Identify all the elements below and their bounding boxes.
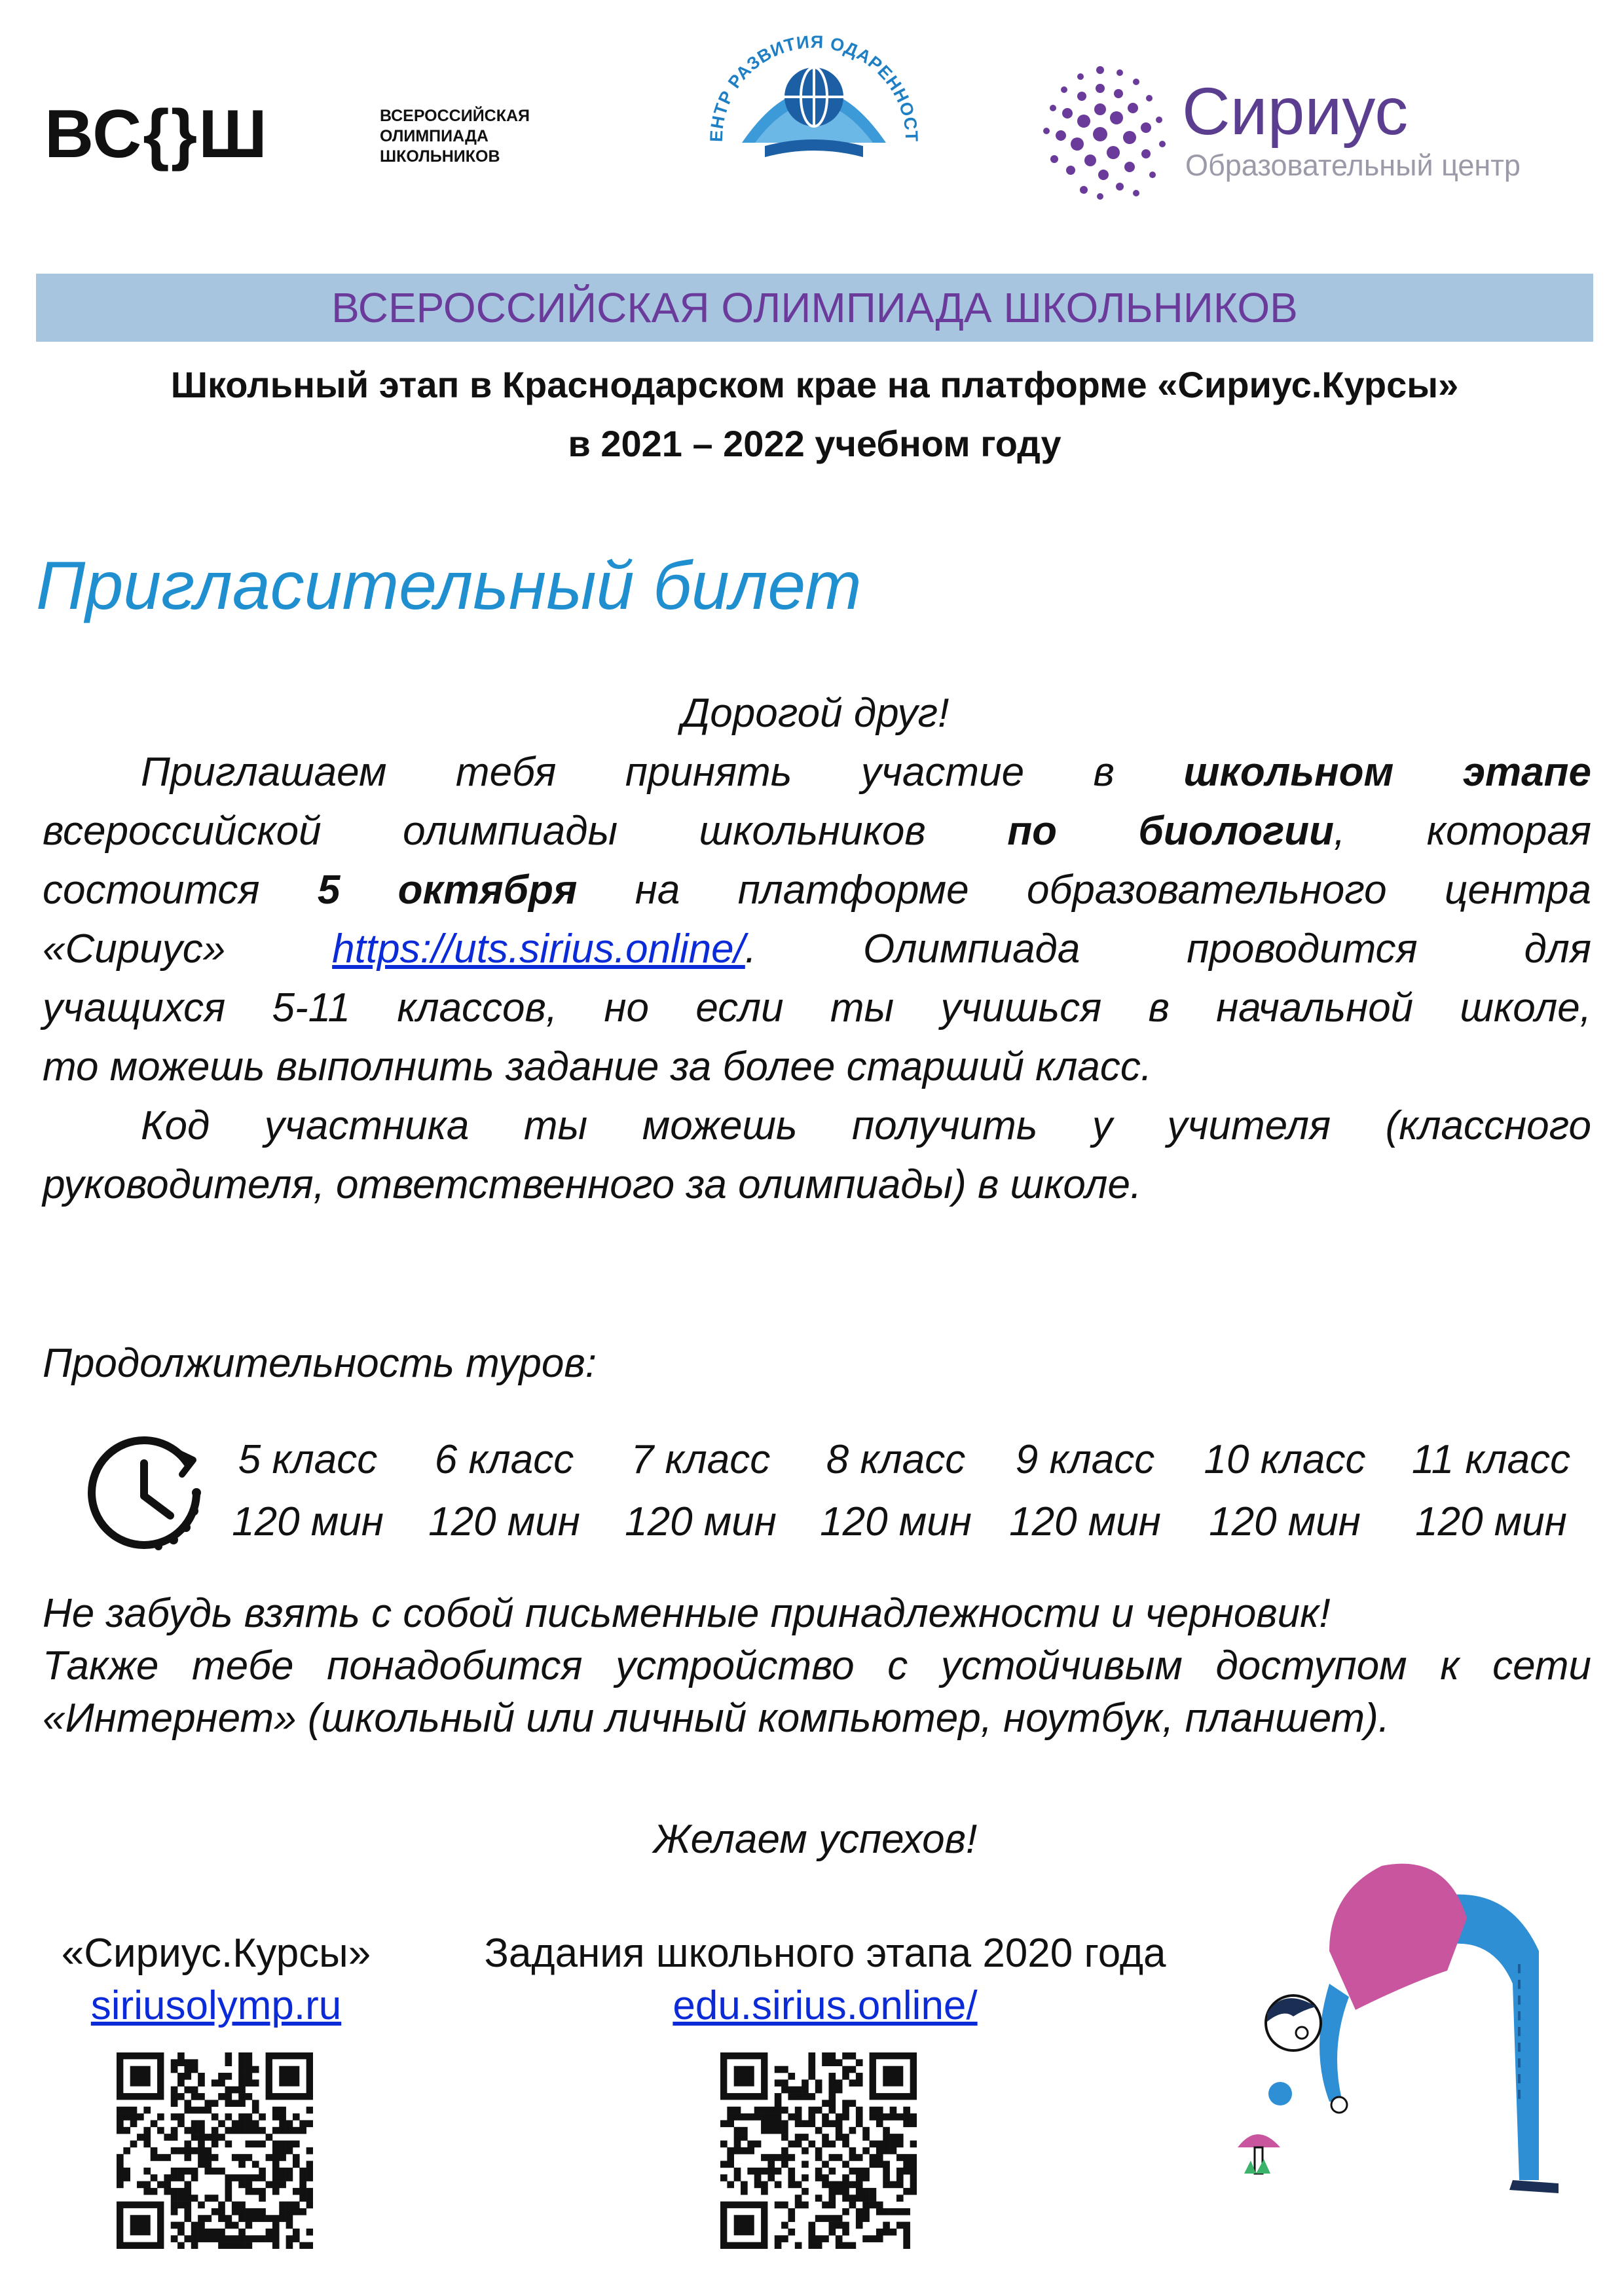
text-span: Приглашаем тебя принять участие в bbox=[141, 750, 1184, 795]
reminder-line: «Интернет» (школьный или личный компьютер, ноутбук, планшет). bbox=[43, 1696, 1390, 1741]
stage-emphasis: школьном этапе bbox=[1183, 750, 1591, 795]
grade-label: 11 класс bbox=[1411, 1437, 1571, 1482]
reminder-line: Не забудь взять с собой письменные принадлежности и черновик! bbox=[43, 1591, 1331, 1636]
vsosh-subtitle bbox=[380, 106, 576, 167]
paragraph-line bbox=[43, 743, 1591, 802]
date-emphasis: 5 октября bbox=[317, 867, 578, 913]
sirius-name: Сириус bbox=[1182, 74, 1409, 149]
text-span: . Олимпиада проводится для bbox=[745, 926, 1591, 972]
grade-time: 120 мин bbox=[1415, 1499, 1567, 1544]
vsosh-subtitle-line: ОЛИМПИАДА bbox=[380, 127, 489, 145]
paragraph-line bbox=[43, 861, 1591, 920]
grade-label: 5 класс bbox=[238, 1437, 378, 1482]
wish-text: Желаем успехов! bbox=[653, 1817, 978, 1862]
sirius-dots-icon bbox=[1035, 62, 1175, 206]
grade-label: 7 класс bbox=[631, 1437, 771, 1482]
text-span: на платформе образовательного центра bbox=[577, 867, 1591, 913]
subject-emphasis: по биологии bbox=[1007, 809, 1335, 854]
grade-time: 120 мин bbox=[625, 1499, 777, 1544]
platform-link[interactable]: https://uts.sirius.online/ bbox=[332, 926, 745, 972]
giftedness-center-logo bbox=[693, 12, 935, 169]
vsosh-logo bbox=[45, 98, 568, 170]
vsosh-wordmark: ВС{}Ш bbox=[45, 96, 268, 172]
qr-code-icon[interactable] bbox=[117, 2052, 313, 2249]
paragraph-line bbox=[43, 920, 1591, 979]
clock-timer-icon bbox=[79, 1427, 210, 1558]
globe-book-icon bbox=[693, 12, 935, 169]
paragraph-line: руководителя, ответственного за олимпиады) в школе. bbox=[43, 1162, 1142, 1207]
paragraph-line bbox=[43, 802, 1591, 861]
stage-subtitle-line2: в 2021 – 2022 учебном году bbox=[568, 423, 1061, 464]
vsosh-subtitle-line: ШКОЛЬНИКОВ bbox=[380, 147, 500, 166]
invitation-paragraph bbox=[43, 743, 1591, 1214]
stage-subtitle-line1: Школьный этап в Краснодарском крае на платформе «Сириус.Курсы» bbox=[170, 364, 1459, 405]
paragraph-line: Код участника ты можешь получить у учителя (классного bbox=[141, 1103, 1591, 1148]
sirius-logo bbox=[1035, 62, 1598, 213]
reminder-block bbox=[43, 1588, 1591, 1745]
footer-left-title: «Сириус.Курсы» bbox=[61, 1931, 371, 1976]
olympiad-title: ВСЕРОССИЙСКАЯ ОЛИМПИАДА ШКОЛЬНИКОВ bbox=[331, 284, 1298, 331]
paragraph-line: учащихся 5-11 классов, но если ты учишься в начальной школе, bbox=[43, 985, 1591, 1030]
paragraph-line: то можешь выполнить задание за более старший класс. bbox=[43, 1044, 1153, 1089]
grade-time: 120 мин bbox=[428, 1499, 580, 1544]
footer-right-title: Задания школьного этапа 2020 года bbox=[484, 1931, 1166, 1976]
grade-time: 120 мин bbox=[1209, 1499, 1361, 1544]
sirius-subtitle: Образовательный центр bbox=[1185, 149, 1521, 182]
vsosh-subtitle-line: ВСЕРОССИЙСКАЯ bbox=[380, 107, 530, 125]
duration-label: Продолжительность туров: bbox=[43, 1341, 597, 1386]
olympiad-title-band bbox=[36, 274, 1593, 342]
siriusolymp-link[interactable]: siriusolymp.ru bbox=[90, 1983, 342, 2028]
ticket-heading: Пригласительный билет bbox=[36, 548, 862, 624]
grade-time: 120 мин bbox=[232, 1499, 384, 1544]
grade-label: 8 класс bbox=[826, 1437, 966, 1482]
text-span: «Сириус» bbox=[43, 926, 333, 972]
grade-time: 120 мин bbox=[1009, 1499, 1161, 1544]
grade-time: 120 мин bbox=[820, 1499, 972, 1544]
greeting: Дорогой друг! bbox=[681, 691, 950, 736]
center-logo-arc-text: ЕНТР РАЗВИТИЯ ОДАРЕННОСТ bbox=[706, 31, 922, 143]
qr-code-icon[interactable] bbox=[720, 2052, 917, 2249]
text-span: , которая bbox=[1334, 809, 1591, 854]
text-span: всероссийской олимпиады школьников bbox=[43, 809, 1008, 854]
edu-sirius-link[interactable]: edu.sirius.online/ bbox=[673, 1983, 978, 2028]
grade-label: 10 класс bbox=[1204, 1437, 1366, 1482]
reminder-line: Также тебе понадобится устройство с устойчивым доступом к сети bbox=[43, 1643, 1591, 1688]
text-span: состоится bbox=[43, 867, 318, 913]
student-illustration bbox=[1231, 1853, 1578, 2219]
grade-label: 6 класс bbox=[434, 1437, 574, 1482]
grade-label: 9 класс bbox=[1015, 1437, 1155, 1482]
